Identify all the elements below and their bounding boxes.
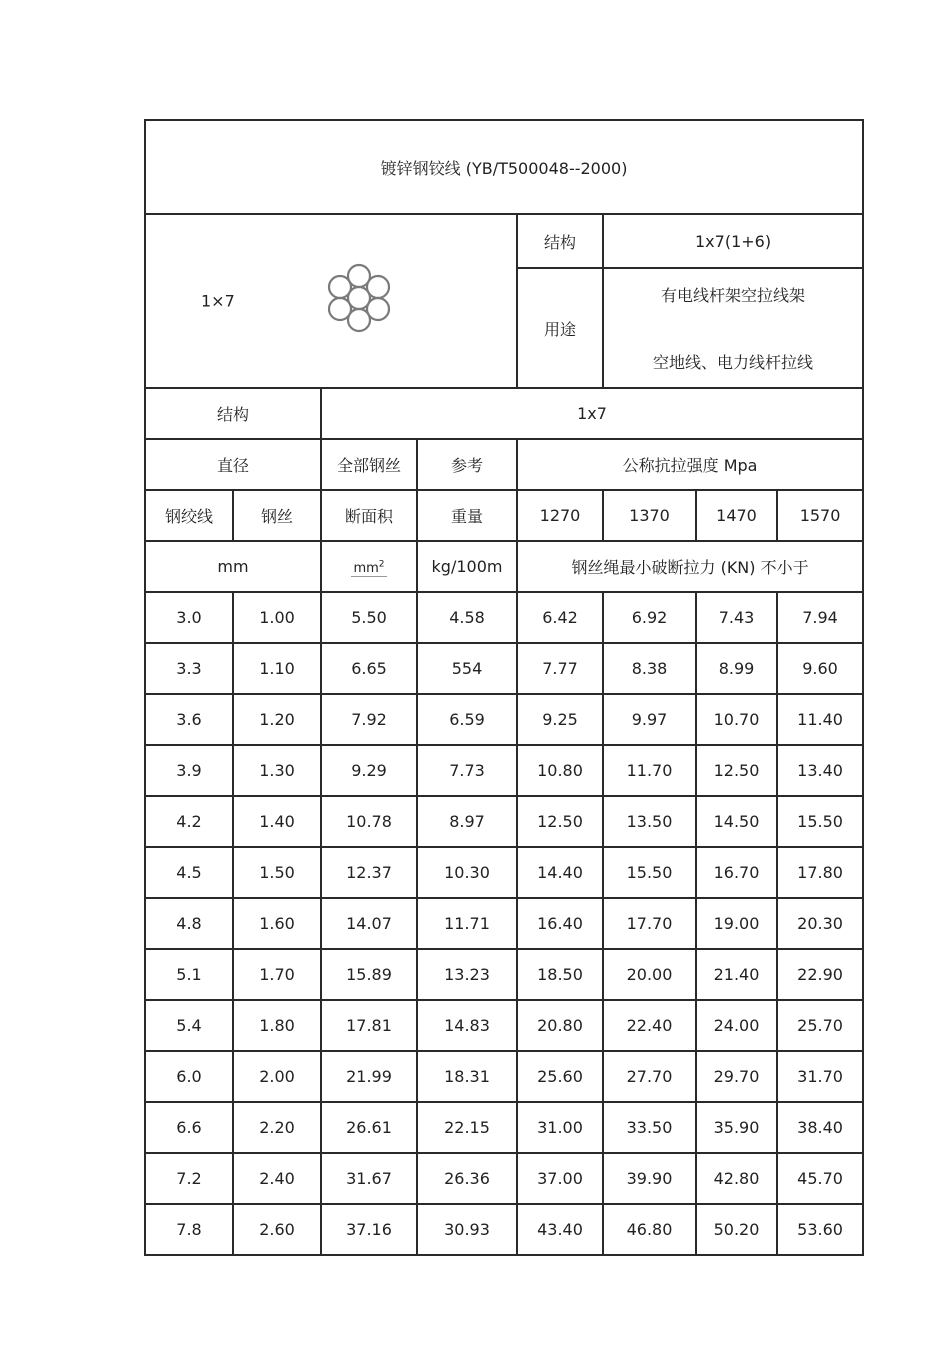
- table-row: [145, 1000, 863, 1051]
- table-cell: 6.0: [145, 1051, 233, 1102]
- table-cell: 4.58: [417, 592, 517, 643]
- table-cell: 7.94: [777, 592, 863, 643]
- unit-weight: kg/100m: [417, 541, 517, 592]
- table-cell: 5.4: [145, 1000, 233, 1051]
- table-cell: 13.40: [777, 745, 863, 796]
- strand-type-label: 1×7: [201, 291, 235, 311]
- table-cell: 14.50: [696, 796, 777, 847]
- table-cell: 1.20: [233, 694, 321, 745]
- table-row: [145, 898, 863, 949]
- table-cell: 33.50: [603, 1102, 696, 1153]
- table-cell: 11.40: [777, 694, 863, 745]
- table-cell: 16.40: [517, 898, 603, 949]
- table-cell: 20.30: [777, 898, 863, 949]
- table-row: [145, 1051, 863, 1102]
- table-cell: 31.70: [777, 1051, 863, 1102]
- table-cell: 17.81: [321, 1000, 417, 1051]
- table-row: [145, 643, 863, 694]
- table-cell: 7.73: [417, 745, 517, 796]
- table-cell: 3.3: [145, 643, 233, 694]
- table-cell: 4.2: [145, 796, 233, 847]
- spec-sheet: [144, 119, 862, 1256]
- table-cell: 37.16: [321, 1204, 417, 1255]
- table-cell: 25.70: [777, 1000, 863, 1051]
- table-cell: 31.67: [321, 1153, 417, 1204]
- table-cell: 46.80: [603, 1204, 696, 1255]
- strand-type-cell: [145, 214, 517, 388]
- table-cell: 11.70: [603, 745, 696, 796]
- table-cell: 1.60: [233, 898, 321, 949]
- table-cell: 29.70: [696, 1051, 777, 1102]
- table-cell: 2.60: [233, 1204, 321, 1255]
- table-cell: 15.50: [603, 847, 696, 898]
- table-cell: 37.00: [517, 1153, 603, 1204]
- table-cell: 22.90: [777, 949, 863, 1000]
- strand-header: 钢绞线: [145, 490, 233, 541]
- diameter-header: 直径: [145, 439, 321, 490]
- table-cell: 1.30: [233, 745, 321, 796]
- table-cell: 16.70: [696, 847, 777, 898]
- table-cell: 1.10: [233, 643, 321, 694]
- table-cell: 5.50: [321, 592, 417, 643]
- table-cell: 5.1: [145, 949, 233, 1000]
- table-cell: 554: [417, 643, 517, 694]
- tensile-strength-header: 公称抗拉强度 Mpa: [517, 439, 863, 490]
- struct-header-label: 结构: [145, 388, 321, 439]
- table-cell: 30.93: [417, 1204, 517, 1255]
- table-cell: 12.37: [321, 847, 417, 898]
- table-cell: 3.0: [145, 592, 233, 643]
- table-cell: 50.20: [696, 1204, 777, 1255]
- table-row: [145, 1204, 863, 1255]
- table-cell: 26.36: [417, 1153, 517, 1204]
- table-cell: 10.78: [321, 796, 417, 847]
- table-cell: 31.00: [517, 1102, 603, 1153]
- table-cell: 7.8: [145, 1204, 233, 1255]
- table-cell: 4.8: [145, 898, 233, 949]
- table-cell: 21.40: [696, 949, 777, 1000]
- table-cell: 1.80: [233, 1000, 321, 1051]
- table-cell: 6.42: [517, 592, 603, 643]
- table-cell: 27.70: [603, 1051, 696, 1102]
- breaking-force-header: 钢丝绳最小破断拉力 (KN) 不小于: [517, 541, 863, 592]
- table-cell: 10.80: [517, 745, 603, 796]
- table-cell: 3.6: [145, 694, 233, 745]
- table-row: [145, 949, 863, 1000]
- unit-mm2-base: mm: [353, 561, 379, 576]
- table-cell: 1.40: [233, 796, 321, 847]
- grade-header: 1470: [696, 490, 777, 541]
- table-cell: 12.50: [696, 745, 777, 796]
- table-cell: 9.25: [517, 694, 603, 745]
- table-cell: 26.61: [321, 1102, 417, 1153]
- usage-line-1: 有电线杆架空拉线架: [661, 286, 806, 305]
- table-cell: 22.15: [417, 1102, 517, 1153]
- table-cell: 45.70: [777, 1153, 863, 1204]
- struct-header-value: 1x7: [321, 388, 863, 439]
- table-cell: 7.43: [696, 592, 777, 643]
- table-row: [145, 694, 863, 745]
- table-cell: 20.80: [517, 1000, 603, 1051]
- section-area-header: 断面积: [321, 490, 417, 541]
- table-cell: 35.90: [696, 1102, 777, 1153]
- unit-mm2: [321, 541, 417, 592]
- table-cell: 6.59: [417, 694, 517, 745]
- table-cell: 24.00: [696, 1000, 777, 1051]
- table-cell: 6.92: [603, 592, 696, 643]
- table-cell: 17.80: [777, 847, 863, 898]
- table-cell: 19.00: [696, 898, 777, 949]
- table-row: [145, 847, 863, 898]
- table-cell: 1.70: [233, 949, 321, 1000]
- grade-header: 1370: [603, 490, 696, 541]
- table-cell: 9.97: [603, 694, 696, 745]
- table-cell: 17.70: [603, 898, 696, 949]
- table-cell: 43.40: [517, 1204, 603, 1255]
- usage-line-2: 空地线、电力线杆拉线: [653, 353, 814, 372]
- table-cell: 4.5: [145, 847, 233, 898]
- table-row: [145, 1102, 863, 1153]
- table-row: [145, 796, 863, 847]
- table-cell: 38.40: [777, 1102, 863, 1153]
- table-row: [145, 592, 863, 643]
- table-cell: 7.2: [145, 1153, 233, 1204]
- reference-header: 参考: [417, 439, 517, 490]
- wire-header: 钢丝: [233, 490, 321, 541]
- table-cell: 8.97: [417, 796, 517, 847]
- table-cell: 39.90: [603, 1153, 696, 1204]
- table-cell: 2.40: [233, 1153, 321, 1204]
- table-cell: 8.38: [603, 643, 696, 694]
- table-cell: 14.83: [417, 1000, 517, 1051]
- table-cell: 20.00: [603, 949, 696, 1000]
- weight-header: 重量: [417, 490, 517, 541]
- table-row: [145, 745, 863, 796]
- table-cell: 12.50: [517, 796, 603, 847]
- table-cell: 3.9: [145, 745, 233, 796]
- table-cell: 9.60: [777, 643, 863, 694]
- steel-strand-table: [144, 119, 864, 1256]
- unit-mm: mm: [145, 541, 321, 592]
- total-wire-header: 全部钢丝: [321, 439, 417, 490]
- table-cell: 53.60: [777, 1204, 863, 1255]
- usage-value: [603, 268, 863, 388]
- table-cell: 6.6: [145, 1102, 233, 1153]
- table-cell: 10.70: [696, 694, 777, 745]
- usage-label: 用途: [517, 268, 603, 388]
- table-row: [145, 1153, 863, 1204]
- table-cell: 10.30: [417, 847, 517, 898]
- structure-value: 1x7(1+6): [603, 214, 863, 268]
- table-cell: 15.50: [777, 796, 863, 847]
- grade-header: 1570: [777, 490, 863, 541]
- unit-mm2-exponent: 2: [378, 559, 385, 570]
- strand-cross-section-diagram: [318, 260, 400, 342]
- table-cell: 11.71: [417, 898, 517, 949]
- table-cell: 2.00: [233, 1051, 321, 1102]
- table-cell: 1.50: [233, 847, 321, 898]
- table-cell: 25.60: [517, 1051, 603, 1102]
- table-cell: 42.80: [696, 1153, 777, 1204]
- document-title: 镀锌钢铰线 (YB/T500048--2000): [145, 120, 863, 214]
- table-cell: 18.50: [517, 949, 603, 1000]
- table-cell: 7.77: [517, 643, 603, 694]
- table-cell: 6.65: [321, 643, 417, 694]
- table-cell: 9.29: [321, 745, 417, 796]
- table-cell: 14.07: [321, 898, 417, 949]
- grade-header: 1270: [517, 490, 603, 541]
- table-cell: 22.40: [603, 1000, 696, 1051]
- table-cell: 15.89: [321, 949, 417, 1000]
- table-cell: 1.00: [233, 592, 321, 643]
- table-cell: 13.23: [417, 949, 517, 1000]
- table-cell: 18.31: [417, 1051, 517, 1102]
- table-cell: 8.99: [696, 643, 777, 694]
- table-cell: 21.99: [321, 1051, 417, 1102]
- table-cell: 13.50: [603, 796, 696, 847]
- table-cell: 7.92: [321, 694, 417, 745]
- structure-label: 结构: [517, 214, 603, 268]
- table-cell: 2.20: [233, 1102, 321, 1153]
- table-cell: 14.40: [517, 847, 603, 898]
